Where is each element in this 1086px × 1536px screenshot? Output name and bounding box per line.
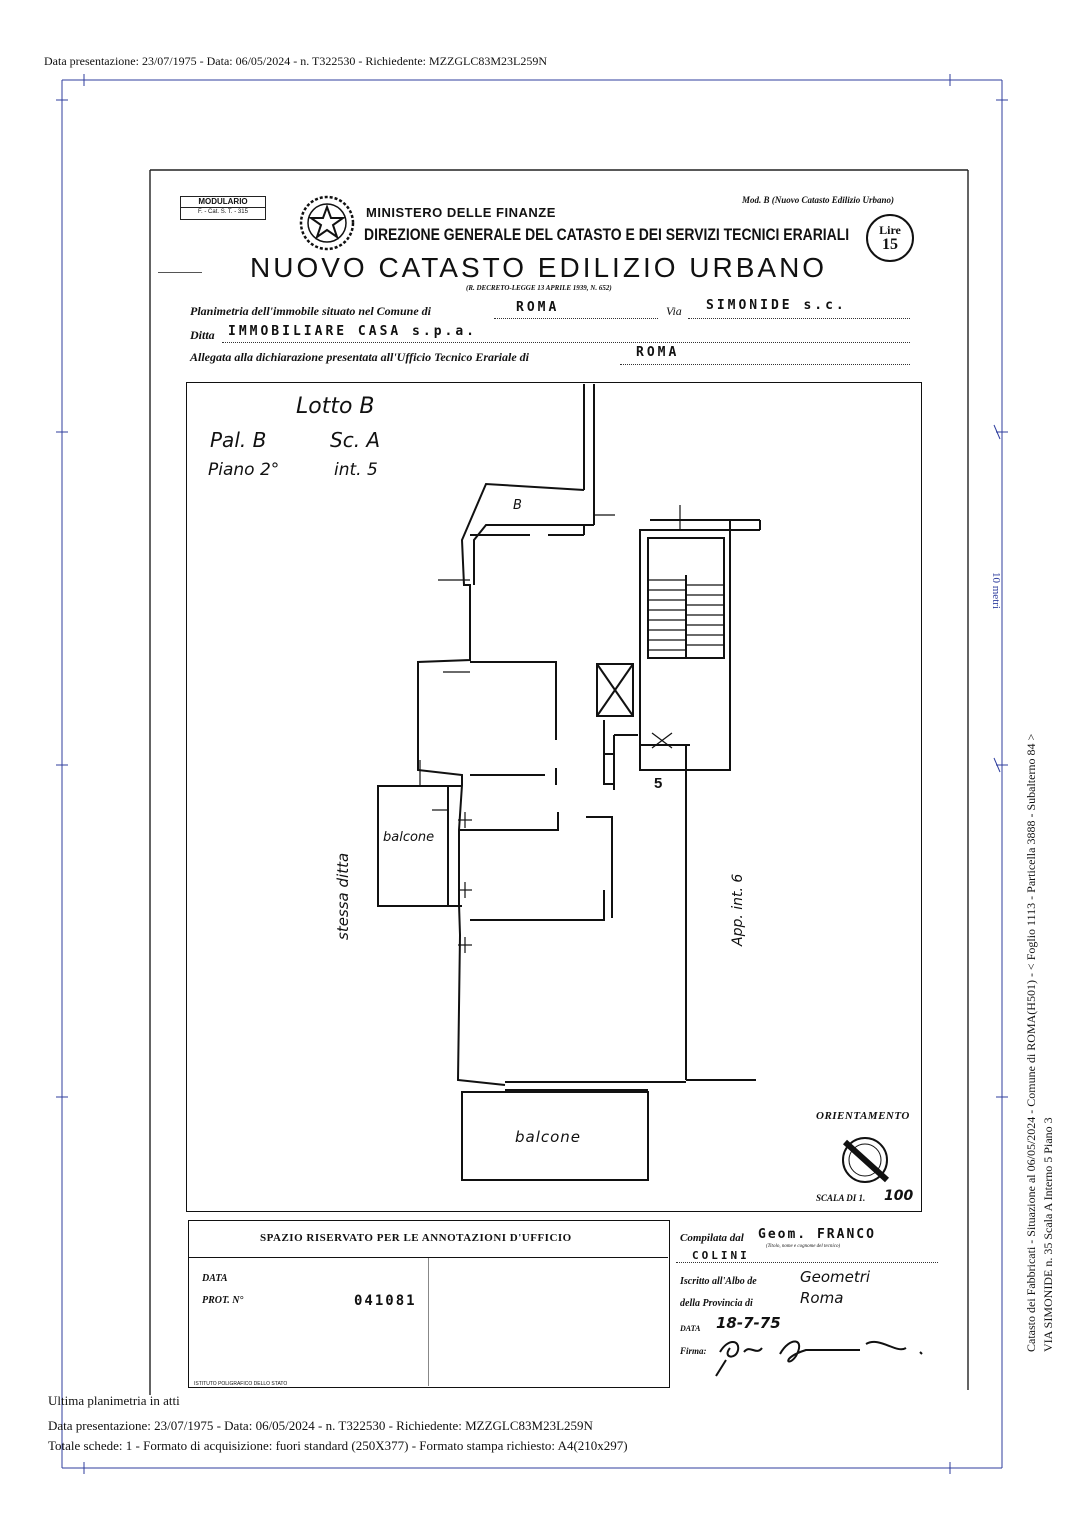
room-b-label: B: [513, 498, 522, 513]
prot-label: PROT. N°: [202, 1295, 244, 1306]
office-split: [428, 1258, 429, 1386]
office-box: [188, 1220, 670, 1388]
ultima-label: Ultima planimetria in atti: [48, 1393, 180, 1408]
app-int6-label: App. int. 6: [730, 873, 746, 946]
interno-label: int. 5: [334, 460, 378, 480]
prot-value: 041081: [354, 1293, 417, 1309]
firma-label: Firma:: [680, 1346, 707, 1356]
ufficio-value: ROMA: [636, 345, 680, 360]
main-title: NUOVO CATASTO EDILIZIO URBANO: [250, 252, 828, 283]
header-line: Data presentazione: 23/07/1975 - Data: 06/05/2024 - n. T322530 - Richiedente: MZZGLC83M23L259N: [44, 54, 548, 68]
direction-title: DIREZIONE GENERALE DEL CATASTO E DEI SERVIZI TECNICI ERARIALI: [364, 225, 850, 244]
side-info-line-2: VIA SIMONIDE n. 35 Scala A Interno 5 Piano 3: [1041, 1117, 1055, 1352]
balcone-left-label: balcone: [383, 830, 435, 845]
iscritto-label: Iscritto all'Albo de: [680, 1276, 757, 1287]
via-value: SIMONIDE s.c.: [706, 298, 847, 313]
provincia-value: Roma: [800, 1289, 844, 1307]
lire-label: Lire: [879, 223, 901, 237]
ditta-value: IMMOBILIARE CASA s.p.a.: [228, 324, 478, 339]
scale-bar-label: 10 metri: [990, 572, 1002, 609]
iscritto-value: Geometri: [800, 1268, 871, 1286]
compilata-value: Geom. FRANCO: [758, 1227, 876, 1242]
unit-number-label: 5: [654, 775, 663, 792]
decree-label: (R. DECRETO-LEGGE 13 APRILE 1939, N. 652): [466, 284, 612, 292]
planimetria-label: Planimetria dell'immobile situato nel Comune di: [190, 304, 432, 318]
balcone-bottom-label: balcone: [515, 1128, 582, 1146]
side-info-line-1: Catasto dei Fabbricati - Situazione al 06/05/2024 - Comune di ROMA(H501) - < Foglio 1113 - Particella 3888 - Subalterno 84 >: [1024, 733, 1038, 1352]
via-label: Via: [666, 304, 682, 318]
lire-value: 15: [882, 236, 898, 253]
ditta-label: Ditta: [190, 328, 215, 342]
mod-b-label: Mod. B (Nuovo Catasto Edilizio Urbano): [742, 195, 895, 205]
scala-value: 100: [884, 1188, 914, 1204]
modulario-title: MODULARIO: [198, 197, 248, 206]
footer-line-2: Totale schede: 1 - Formato di acquisizione: fuori standard (250X377) - Formato stampa richiesto: A4(210x297): [48, 1438, 628, 1453]
scala-di-label: SCALA DI 1.: [816, 1193, 866, 1203]
ministry-title: MINISTERO DELLE FINANZE: [366, 205, 556, 220]
data2-label: DATA: [680, 1324, 701, 1333]
titolo-note: (Titolo, nome e cognome del tecnico): [766, 1244, 841, 1249]
orientamento-label: ORIENTAMENTO: [816, 1110, 910, 1122]
data2-value: 18-7-75: [716, 1314, 781, 1332]
piano-label: Piano 2°: [208, 460, 280, 480]
allegata-label: Allegata alla dichiarazione presentata all'Ufficio Tecnico Erariale di: [190, 350, 529, 364]
signature-icon: [710, 1330, 940, 1380]
compilata-label: Compilata dal: [680, 1232, 744, 1244]
compilata-value-2: COLINI: [692, 1249, 750, 1262]
palazzina-label: Pal. B: [210, 428, 267, 452]
footer-line-1: Data presentazione: 23/07/1975 - Data: 06/05/2024 - n. T322530 - Richiedente: MZZGLC83M23L259N: [48, 1418, 593, 1433]
modulario-code: F. - Cat. S. T. - 315: [181, 207, 265, 217]
printer-label: ISTITUTO POLIGRAFICO DELLO STATO: [194, 1381, 288, 1387]
lotto-label: Lotto B: [296, 394, 375, 419]
scala-label: Sc. A: [330, 428, 381, 452]
stessa-ditta-label: stessa ditta: [334, 852, 352, 940]
provincia-label: della Provincia di: [680, 1298, 753, 1309]
data-label: DATA: [202, 1273, 228, 1284]
spazio-title: SPAZIO RISERVATO PER LE ANNOTAZIONI D'UFFICIO: [260, 1232, 572, 1244]
comune-value: ROMA: [516, 300, 560, 315]
